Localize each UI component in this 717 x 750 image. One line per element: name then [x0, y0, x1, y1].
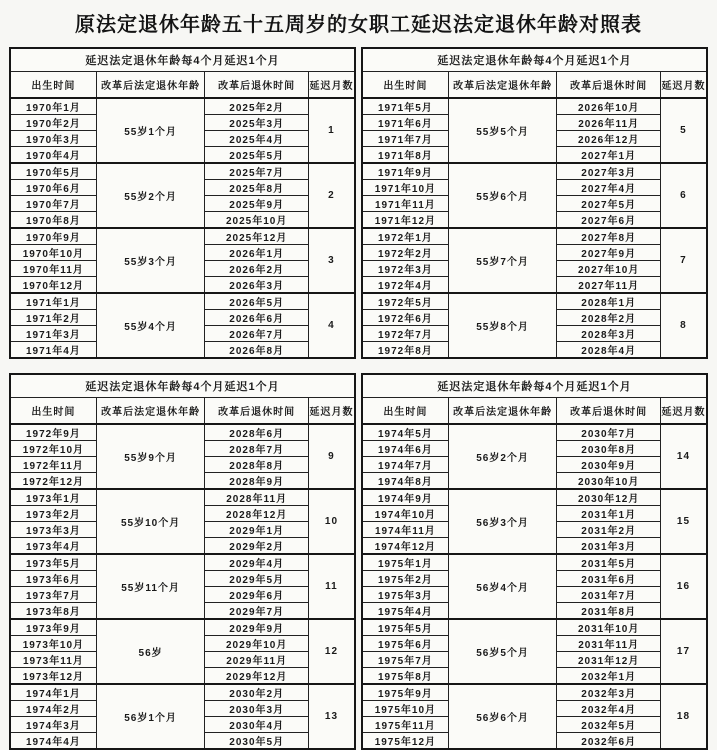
birth-date-cell: 1971年2月	[10, 310, 96, 326]
retirement-age-cell: 55岁4个月	[96, 293, 205, 358]
birth-date-cell: 1973年12月	[10, 668, 96, 685]
column-header-1: 改革后法定退休年龄	[448, 72, 557, 99]
retirement-time-cell: 2028年2月	[557, 310, 661, 326]
birth-date-cell: 1973年9月	[10, 619, 96, 636]
retirement-time-cell: 2027年11月	[557, 277, 661, 294]
birth-date-cell: 1972年4月	[362, 277, 448, 294]
birth-date-cell: 1972年10月	[10, 441, 96, 457]
retirement-time-cell: 2028年12月	[205, 506, 309, 522]
delay-months-cell: 18	[660, 684, 707, 749]
retirement-time-cell: 2025年3月	[205, 115, 309, 131]
retirement-time-cell: 2031年5月	[557, 554, 661, 571]
retirement-age-cell: 56岁1个月	[96, 684, 205, 749]
retirement-time-cell: 2028年1月	[557, 293, 661, 310]
birth-date-cell: 1974年6月	[362, 441, 448, 457]
retirement-time-cell: 2025年5月	[205, 147, 309, 164]
birth-date-cell: 1970年4月	[10, 147, 96, 164]
birth-date-cell: 1971年1月	[10, 293, 96, 310]
retirement-time-cell: 2031年1月	[557, 506, 661, 522]
birth-date-cell: 1972年2月	[362, 245, 448, 261]
retirement-time-cell: 2026年11月	[557, 115, 661, 131]
page-title: 原法定退休年龄五十五周岁的女职工延迟法定退休年龄对照表	[75, 14, 642, 36]
birth-date-cell: 1971年3月	[10, 326, 96, 342]
retirement-time-cell: 2026年7月	[205, 326, 309, 342]
birth-date-cell: 1970年10月	[10, 245, 96, 261]
column-header-2: 改革后退休时间	[205, 72, 309, 99]
column-header-2: 改革后退休时间	[557, 398, 661, 425]
birth-date-cell: 1971年4月	[10, 342, 96, 359]
column-header-0: 出生时间	[362, 72, 448, 99]
table-span-header: 延迟法定退休年龄每4个月延迟1个月	[362, 374, 707, 398]
birth-date-cell: 1974年11月	[362, 522, 448, 538]
birth-date-cell: 1970年5月	[10, 163, 96, 180]
table-header	[362, 374, 707, 424]
retirement-time-cell: 2031年7月	[557, 587, 661, 603]
birth-date-cell: 1970年6月	[10, 180, 96, 196]
column-header-2: 改革后退休时间	[557, 72, 661, 99]
retirement-time-cell: 2025年8月	[205, 180, 309, 196]
birth-date-cell: 1974年3月	[10, 717, 96, 733]
birth-date-cell: 1972年9月	[10, 424, 96, 441]
birth-date-cell: 1972年3月	[362, 261, 448, 277]
delay-months-cell: 12	[308, 619, 355, 684]
retirement-time-cell: 2029年7月	[205, 603, 309, 620]
retirement-age-cell: 56岁	[96, 619, 205, 684]
retirement-table-top-left	[9, 47, 356, 359]
retirement-time-cell: 2027年9月	[557, 245, 661, 261]
retirement-time-cell: 2027年10月	[557, 261, 661, 277]
age-group	[10, 619, 355, 684]
retirement-time-cell: 2030年4月	[205, 717, 309, 733]
retirement-age-cell: 56岁5个月	[448, 619, 557, 684]
retirement-time-cell: 2025年12月	[205, 228, 309, 245]
retirement-table-top-right	[361, 47, 708, 359]
age-group	[10, 489, 355, 554]
birth-date-cell: 1972年11月	[10, 457, 96, 473]
table-header	[362, 48, 707, 98]
birth-date-cell: 1973年7月	[10, 587, 96, 603]
table-row	[362, 163, 707, 180]
age-group	[362, 228, 707, 293]
table-row	[362, 554, 707, 571]
column-header-0: 出生时间	[10, 72, 96, 99]
column-header-2: 改革后退休时间	[205, 398, 309, 425]
retirement-age-cell: 56岁6个月	[448, 684, 557, 749]
birth-date-cell: 1972年8月	[362, 342, 448, 359]
retirement-table-bottom-right	[361, 373, 708, 750]
delay-months-cell: 4	[308, 293, 355, 358]
birth-date-cell: 1974年1月	[10, 684, 96, 701]
retirement-time-cell: 2031年8月	[557, 603, 661, 620]
birth-date-cell: 1973年6月	[10, 571, 96, 587]
retirement-time-cell: 2025年2月	[205, 98, 309, 115]
birth-date-cell: 1974年5月	[362, 424, 448, 441]
retirement-time-cell: 2029年2月	[205, 538, 309, 555]
retirement-age-cell: 55岁2个月	[96, 163, 205, 228]
retirement-time-cell: 2029年6月	[205, 587, 309, 603]
retirement-time-cell: 2026年6月	[205, 310, 309, 326]
birth-date-cell: 1971年6月	[362, 115, 448, 131]
table-row	[10, 554, 355, 571]
retirement-time-cell: 2031年10月	[557, 619, 661, 636]
retirement-time-cell: 2029年11月	[205, 652, 309, 668]
retirement-table-bottom-left	[9, 373, 356, 750]
tables-grid	[9, 47, 708, 750]
birth-date-cell: 1975年7月	[362, 652, 448, 668]
table-span-header: 延迟法定退休年龄每4个月延迟1个月	[10, 374, 355, 398]
retirement-time-cell: 2032年3月	[557, 684, 661, 701]
age-group	[362, 684, 707, 749]
delay-months-cell: 9	[308, 424, 355, 489]
retirement-age-cell: 55岁5个月	[448, 98, 557, 163]
age-group	[362, 98, 707, 163]
retirement-time-cell: 2029年10月	[205, 636, 309, 652]
birth-date-cell: 1971年5月	[362, 98, 448, 115]
column-header-1: 改革后法定退休年龄	[96, 72, 205, 99]
delay-months-cell: 14	[660, 424, 707, 489]
retirement-time-cell: 2030年12月	[557, 489, 661, 506]
retirement-time-cell: 2026年8月	[205, 342, 309, 359]
birth-date-cell: 1974年12月	[362, 538, 448, 555]
table-row	[362, 684, 707, 701]
birth-date-cell: 1975年3月	[362, 587, 448, 603]
birth-date-cell: 1975年5月	[362, 619, 448, 636]
retirement-time-cell: 2032年4月	[557, 701, 661, 717]
birth-date-cell: 1970年7月	[10, 196, 96, 212]
delay-months-cell: 15	[660, 489, 707, 554]
age-group	[362, 554, 707, 619]
birth-date-cell: 1970年9月	[10, 228, 96, 245]
age-group	[362, 489, 707, 554]
retirement-time-cell: 2029年1月	[205, 522, 309, 538]
retirement-time-cell: 2032年1月	[557, 668, 661, 685]
retirement-time-cell: 2029年4月	[205, 554, 309, 571]
delay-months-cell: 11	[308, 554, 355, 619]
retirement-time-cell: 2027年6月	[557, 212, 661, 229]
table-span-header: 延迟法定退休年龄每4个月延迟1个月	[362, 48, 707, 72]
retirement-time-cell: 2029年5月	[205, 571, 309, 587]
table-row	[10, 98, 355, 115]
retirement-age-cell: 55岁10个月	[96, 489, 205, 554]
retirement-time-cell: 2029年12月	[205, 668, 309, 685]
retirement-time-cell: 2026年3月	[205, 277, 309, 294]
age-group	[362, 163, 707, 228]
birth-date-cell: 1975年8月	[362, 668, 448, 685]
retirement-time-cell: 2031年11月	[557, 636, 661, 652]
retirement-time-cell: 2030年8月	[557, 441, 661, 457]
delay-months-cell: 17	[660, 619, 707, 684]
retirement-age-cell: 55岁1个月	[96, 98, 205, 163]
retirement-time-cell: 2028年7月	[205, 441, 309, 457]
retirement-age-cell: 55岁6个月	[448, 163, 557, 228]
birth-date-cell: 1970年2月	[10, 115, 96, 131]
birth-date-cell: 1975年9月	[362, 684, 448, 701]
birth-date-cell: 1973年5月	[10, 554, 96, 571]
retirement-time-cell: 2028年11月	[205, 489, 309, 506]
retirement-time-cell: 2031年12月	[557, 652, 661, 668]
column-header-3: 延迟月数	[308, 72, 355, 99]
birth-date-cell: 1970年1月	[10, 98, 96, 115]
column-header-1: 改革后法定退休年龄	[448, 398, 557, 425]
column-header-3: 延迟月数	[308, 398, 355, 425]
age-group	[362, 293, 707, 358]
retirement-time-cell: 2027年3月	[557, 163, 661, 180]
retirement-time-cell: 2028年8月	[205, 457, 309, 473]
birth-date-cell: 1975年12月	[362, 733, 448, 750]
birth-date-cell: 1975年11月	[362, 717, 448, 733]
retirement-time-cell: 2029年9月	[205, 619, 309, 636]
age-group	[10, 293, 355, 358]
delay-months-cell: 8	[660, 293, 707, 358]
birth-date-cell: 1973年8月	[10, 603, 96, 620]
birth-date-cell: 1971年9月	[362, 163, 448, 180]
age-group	[10, 163, 355, 228]
delay-months-cell: 3	[308, 228, 355, 293]
table-row	[10, 424, 355, 441]
delay-months-cell: 5	[660, 98, 707, 163]
birth-date-cell: 1975年2月	[362, 571, 448, 587]
delay-months-cell: 1	[308, 98, 355, 163]
delay-months-cell: 2	[308, 163, 355, 228]
table-row	[10, 619, 355, 636]
table-row	[10, 684, 355, 701]
delay-months-cell: 6	[660, 163, 707, 228]
birth-date-cell: 1972年12月	[10, 473, 96, 490]
age-group	[362, 424, 707, 489]
column-header-3: 延迟月数	[660, 72, 707, 99]
retirement-time-cell: 2030年7月	[557, 424, 661, 441]
retirement-time-cell: 2030年9月	[557, 457, 661, 473]
retirement-time-cell: 2030年10月	[557, 473, 661, 490]
top-table-pair	[9, 47, 708, 359]
column-header-0: 出生时间	[10, 398, 96, 425]
birth-date-cell: 1972年5月	[362, 293, 448, 310]
table-row	[362, 424, 707, 441]
retirement-age-cell: 55岁7个月	[448, 228, 557, 293]
birth-date-cell: 1974年9月	[362, 489, 448, 506]
column-header-1: 改革后法定退休年龄	[96, 398, 205, 425]
delay-months-cell: 10	[308, 489, 355, 554]
retirement-age-cell: 55岁9个月	[96, 424, 205, 489]
retirement-time-cell: 2028年3月	[557, 326, 661, 342]
retirement-time-cell: 2025年10月	[205, 212, 309, 229]
age-group	[362, 619, 707, 684]
birth-date-cell: 1970年3月	[10, 131, 96, 147]
birth-date-cell: 1975年6月	[362, 636, 448, 652]
retirement-time-cell: 2030年3月	[205, 701, 309, 717]
delay-months-cell: 13	[308, 684, 355, 749]
table-row	[362, 293, 707, 310]
birth-date-cell: 1971年11月	[362, 196, 448, 212]
birth-date-cell: 1974年4月	[10, 733, 96, 750]
table-row	[10, 293, 355, 310]
birth-date-cell: 1970年11月	[10, 261, 96, 277]
retirement-time-cell: 2026年5月	[205, 293, 309, 310]
retirement-time-cell: 2028年6月	[205, 424, 309, 441]
birth-date-cell: 1971年7月	[362, 131, 448, 147]
retirement-time-cell: 2026年12月	[557, 131, 661, 147]
birth-date-cell: 1972年6月	[362, 310, 448, 326]
table-row	[10, 163, 355, 180]
table-header	[10, 374, 355, 424]
table-row	[10, 489, 355, 506]
retirement-time-cell: 2025年4月	[205, 131, 309, 147]
table-row	[362, 228, 707, 245]
table-row	[362, 98, 707, 115]
retirement-age-cell: 55岁8个月	[448, 293, 557, 358]
delay-months-cell: 16	[660, 554, 707, 619]
retirement-time-cell: 2031年6月	[557, 571, 661, 587]
birth-date-cell: 1973年3月	[10, 522, 96, 538]
retirement-time-cell: 2032年5月	[557, 717, 661, 733]
birth-date-cell: 1970年8月	[10, 212, 96, 229]
retirement-time-cell: 2031年2月	[557, 522, 661, 538]
birth-date-cell: 1974年7月	[362, 457, 448, 473]
retirement-time-cell: 2028年9月	[205, 473, 309, 490]
retirement-time-cell: 2027年5月	[557, 196, 661, 212]
age-group	[10, 424, 355, 489]
table-span-header: 延迟法定退休年龄每4个月延迟1个月	[10, 48, 355, 72]
birth-date-cell: 1975年10月	[362, 701, 448, 717]
birth-date-cell: 1971年8月	[362, 147, 448, 164]
retirement-time-cell: 2027年1月	[557, 147, 661, 164]
retirement-age-cell: 56岁4个月	[448, 554, 557, 619]
birth-date-cell: 1973年2月	[10, 506, 96, 522]
birth-date-cell: 1973年11月	[10, 652, 96, 668]
retirement-time-cell: 2026年10月	[557, 98, 661, 115]
birth-date-cell: 1974年2月	[10, 701, 96, 717]
retirement-time-cell: 2030年5月	[205, 733, 309, 750]
table-row	[10, 228, 355, 245]
birth-date-cell: 1975年4月	[362, 603, 448, 620]
retirement-time-cell: 2026年1月	[205, 245, 309, 261]
retirement-age-cell: 55岁11个月	[96, 554, 205, 619]
birth-date-cell: 1970年12月	[10, 277, 96, 294]
bottom-table-pair	[9, 373, 708, 750]
birth-date-cell: 1972年7月	[362, 326, 448, 342]
birth-date-cell: 1971年10月	[362, 180, 448, 196]
birth-date-cell: 1973年4月	[10, 538, 96, 555]
retirement-time-cell: 2027年4月	[557, 180, 661, 196]
birth-date-cell: 1973年1月	[10, 489, 96, 506]
age-group	[10, 98, 355, 163]
retirement-age-cell: 55岁3个月	[96, 228, 205, 293]
delay-months-cell: 7	[660, 228, 707, 293]
table-row	[362, 489, 707, 506]
birth-date-cell: 1973年10月	[10, 636, 96, 652]
column-header-0: 出生时间	[362, 398, 448, 425]
column-header-3: 延迟月数	[660, 398, 707, 425]
retirement-time-cell: 2027年8月	[557, 228, 661, 245]
age-group	[10, 554, 355, 619]
retirement-age-cell: 56岁2个月	[448, 424, 557, 489]
birth-date-cell: 1971年12月	[362, 212, 448, 229]
retirement-time-cell: 2030年2月	[205, 684, 309, 701]
retirement-age-cell: 56岁3个月	[448, 489, 557, 554]
retirement-time-cell: 2025年9月	[205, 196, 309, 212]
retirement-time-cell: 2026年2月	[205, 261, 309, 277]
retirement-time-cell: 2031年3月	[557, 538, 661, 555]
retirement-time-cell: 2028年4月	[557, 342, 661, 359]
table-header	[10, 48, 355, 98]
birth-date-cell: 1974年8月	[362, 473, 448, 490]
birth-date-cell: 1975年1月	[362, 554, 448, 571]
age-group	[10, 684, 355, 749]
retirement-time-cell: 2032年6月	[557, 733, 661, 750]
birth-date-cell: 1974年10月	[362, 506, 448, 522]
birth-date-cell: 1972年1月	[362, 228, 448, 245]
table-row	[362, 619, 707, 636]
retirement-time-cell: 2025年7月	[205, 163, 309, 180]
age-group	[10, 228, 355, 293]
